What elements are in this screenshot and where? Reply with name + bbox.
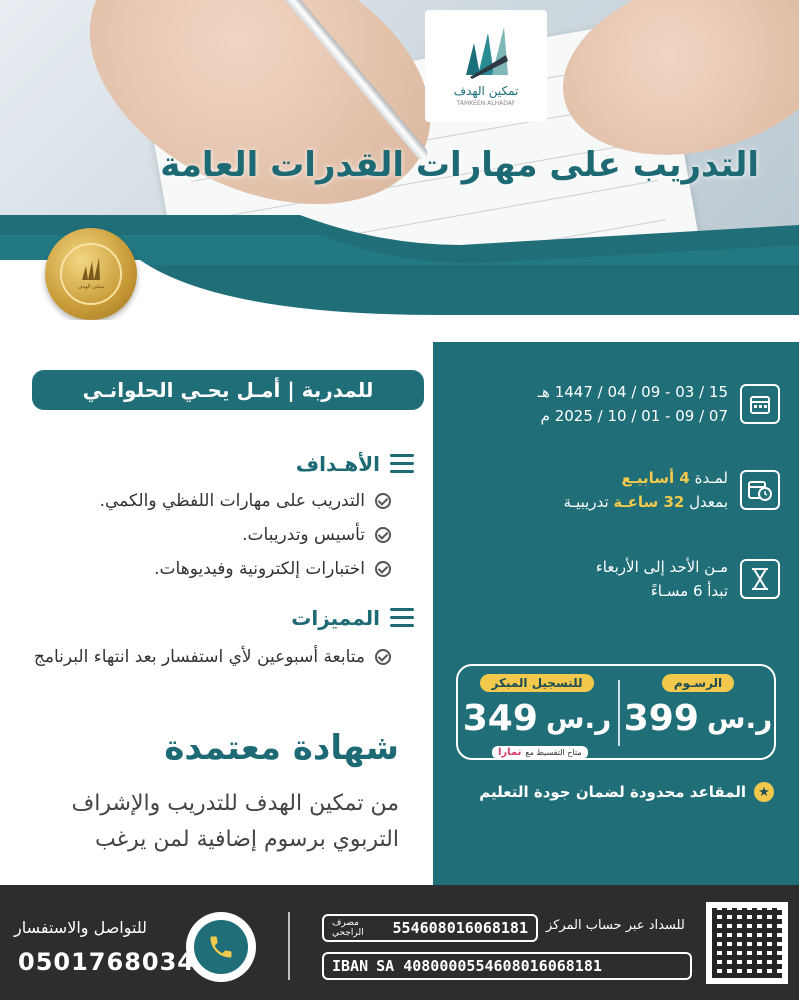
riyal-symbol: ر.س xyxy=(706,702,773,735)
hourglass-icon xyxy=(740,559,780,599)
account-number-box xyxy=(322,914,538,942)
seal-text: تمكين الهدف xyxy=(77,284,105,290)
trainer-name-badge: للمدربة | أمـل يحـي الحلوانـي xyxy=(32,370,424,410)
early-price-value: 349 xyxy=(462,698,538,739)
logo-icon xyxy=(456,25,516,80)
days-line: مـن الأحد إلى الأربعاء xyxy=(595,558,728,576)
duration-row xyxy=(450,466,780,514)
check-circle-icon xyxy=(375,561,391,577)
seats-note xyxy=(458,782,774,802)
dates-hijri: 15 / 03 - 09 / 04 / 1447 هـ xyxy=(537,383,728,401)
star-icon: ★ xyxy=(754,782,774,802)
list-item: التدريب على مهارات اللفظي والكمي. xyxy=(21,484,391,518)
iban-value: SA 4080000554608016068181 xyxy=(376,957,602,975)
footer-divider xyxy=(288,912,290,980)
seal-logo-icon xyxy=(78,258,104,282)
check-circle-icon xyxy=(375,493,391,509)
logo-subtitle: TAMKEEN ALHADAF xyxy=(456,100,516,107)
qr-code[interactable] xyxy=(706,902,788,984)
account-number: 554608016068181 xyxy=(392,919,528,937)
contact-label: للتواصل والاستفسار xyxy=(14,918,147,937)
hours-suffix: تدريبيـة xyxy=(563,493,609,511)
list-icon xyxy=(390,454,414,474)
check-circle-icon xyxy=(375,527,391,543)
list-icon xyxy=(390,608,414,628)
contact-phone[interactable]: 0501768034 xyxy=(18,948,195,976)
iban-box xyxy=(322,952,692,980)
calendar-icon xyxy=(740,384,780,424)
gold-seal xyxy=(45,228,137,320)
list-item: اختبارات إلكترونية وفيديوهات. xyxy=(21,552,391,586)
list-item: تأسيس وتدريبات. xyxy=(21,518,391,552)
bank-logo: مصرف الراجحي xyxy=(332,918,364,938)
goals-heading xyxy=(296,452,414,476)
payment-label: للسداد عبر حساب المركز xyxy=(546,918,685,933)
time-line: تبدأ 6 مسـاءً xyxy=(650,582,728,600)
regular-price-value: 399 xyxy=(623,698,699,739)
goals-heading-text: الأهـداف xyxy=(295,452,380,476)
dates-row xyxy=(450,380,780,428)
list-item: متابعة أسبوعين لأي استفسار بعد انتهاء البرنامج xyxy=(21,640,391,674)
regular-price-label: الرسـوم xyxy=(662,674,734,692)
hero-banner xyxy=(0,0,799,320)
dates-gregorian: 07 / 09 - 01 / 10 / 2025 م xyxy=(540,407,728,425)
hours-prefix: بمعدل xyxy=(689,493,728,511)
phone-icon xyxy=(194,920,248,974)
regular-price-block xyxy=(623,674,773,754)
early-price-block xyxy=(462,674,612,754)
duration-value: 4 أسابيـع xyxy=(621,469,690,487)
check-circle-icon xyxy=(375,649,391,665)
certificate-description: من تمكين الهدف للتدريب والإشراف التربوي برسوم إضافية لمن يرغب xyxy=(71,791,399,852)
iban-label: IBAN xyxy=(332,957,369,975)
riyal-symbol: ر.س xyxy=(545,702,612,735)
call-button[interactable] xyxy=(186,912,256,982)
footer xyxy=(0,885,799,1000)
installment-brand: تمارا xyxy=(498,747,522,758)
features-heading xyxy=(291,606,414,630)
brand-logo xyxy=(425,10,547,122)
seats-note-text: المقاعد محدودة لضمان جودة التعليم xyxy=(479,783,746,801)
goals-list xyxy=(21,484,391,586)
installment-text: متاح التقسيط مع xyxy=(525,748,582,757)
time-row xyxy=(450,555,780,603)
page-title: التدريب على مهارات القدرات العامة xyxy=(160,145,759,185)
certificate-title: شهادة معتمدة xyxy=(164,728,399,768)
installment-badge xyxy=(492,746,588,759)
features-list xyxy=(21,640,391,674)
early-price-label: للتسجيل المبكر xyxy=(480,674,595,692)
hours-value: 32 ساعـة xyxy=(613,493,685,511)
price-divider xyxy=(618,680,620,746)
duration-prefix: لمـدة xyxy=(694,469,728,487)
features-heading-text: المميزات xyxy=(291,606,380,630)
calendar-clock-icon xyxy=(740,470,780,510)
logo-name: تمكين الهدف xyxy=(453,84,519,98)
